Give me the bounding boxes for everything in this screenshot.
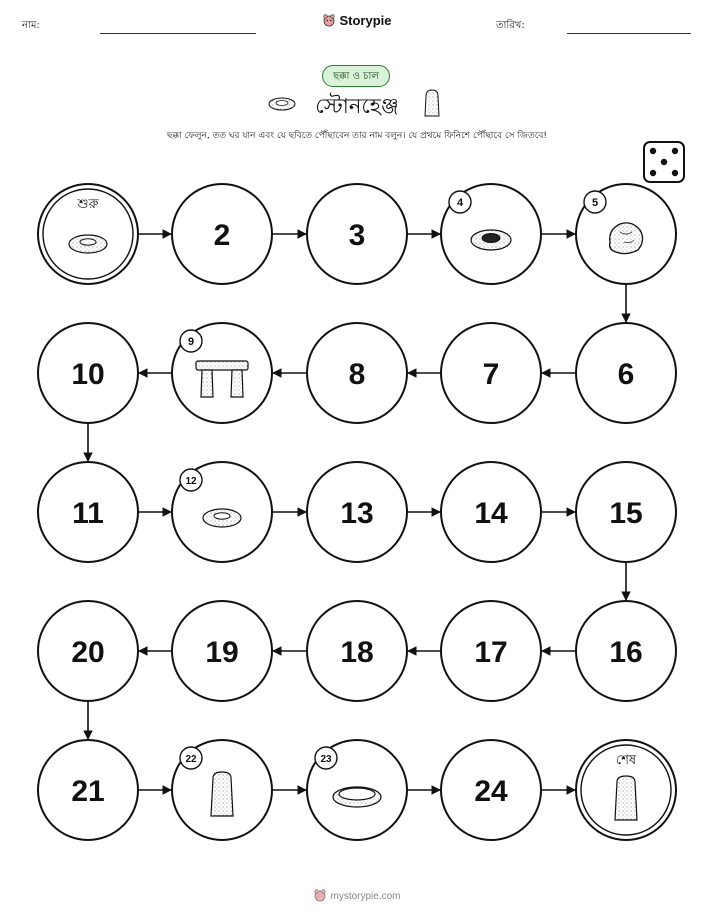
ring-stone-icon xyxy=(203,509,241,527)
svg-text:5: 5 xyxy=(591,197,599,209)
board-cell-3 xyxy=(307,184,407,284)
cell-number: 7 xyxy=(482,358,500,391)
name-label: নাম: xyxy=(22,20,40,31)
svg-text:23: 23 xyxy=(320,754,332,765)
board-cell-10 xyxy=(38,323,138,423)
ring-stone-icon xyxy=(69,235,107,253)
board-cell-2 xyxy=(172,184,272,284)
board-cell-1 xyxy=(38,184,138,284)
board-cell-7 xyxy=(441,323,541,423)
cell-number-badge xyxy=(180,469,202,491)
board-cell-12 xyxy=(172,462,272,562)
start-label: শুরু xyxy=(77,197,99,212)
cell-number: 20 xyxy=(71,636,105,669)
title-standing-stone-icon xyxy=(425,90,439,116)
cell-number: 3 xyxy=(348,219,366,252)
end-label: শেষ xyxy=(615,753,637,768)
board-cell-20 xyxy=(38,601,138,701)
board-cell-15 xyxy=(576,462,676,562)
footer xyxy=(0,888,714,902)
board-cell-16 xyxy=(576,601,676,701)
footer-url[interactable]: mystorypie.com xyxy=(330,891,401,902)
cell-number: 13 xyxy=(340,497,374,530)
game-type-badge: ছক্কা ও চাল xyxy=(322,65,390,87)
cell-number: 19 xyxy=(205,636,239,669)
cell-number-badge xyxy=(584,191,606,213)
cell-number: 15 xyxy=(609,497,643,530)
page-title: স্টোনহেঞ্জ xyxy=(315,94,399,118)
cell-number: 24 xyxy=(474,775,508,808)
board-cell-23 xyxy=(307,740,407,840)
cell-number: 10 xyxy=(71,358,105,391)
stone-circle-icon xyxy=(333,787,381,807)
cell-number: 18 xyxy=(340,636,374,669)
brand-name: Storypie xyxy=(339,13,392,28)
board-cell-5 xyxy=(576,184,676,284)
svg-text:12: 12 xyxy=(185,476,197,487)
cell-number: 14 xyxy=(474,497,508,530)
svg-text:22: 22 xyxy=(185,754,197,765)
board-cell-25 xyxy=(576,740,676,840)
title-ring-stone-icon xyxy=(269,98,295,110)
cell-number-badge xyxy=(449,191,471,213)
cell-number: 17 xyxy=(474,636,508,669)
standing-stone-icon xyxy=(211,772,233,816)
stone-ring-hole-icon xyxy=(471,230,511,250)
board-cell-17 xyxy=(441,601,541,701)
cell-number: 8 xyxy=(348,358,366,391)
board-cell-18 xyxy=(307,601,407,701)
instructions: ছক্কা ফেলুন, তত ঘর যান এবং যে ছবিতে পৌঁছাবেন তার নাম বলুন। যে প্রথমে ফিনিশে পৌঁছাবে সে জিতবে! xyxy=(167,131,547,141)
board-cell-9 xyxy=(172,323,272,423)
footer-mascot-icon xyxy=(313,888,327,902)
cell-number-badge xyxy=(315,747,337,769)
cell-number-badge xyxy=(180,330,202,352)
board-cell-24 xyxy=(441,740,541,840)
board-cell-6 xyxy=(576,323,676,423)
svg-text:9: 9 xyxy=(187,336,195,348)
date-label: তারিখ: xyxy=(496,20,525,31)
cell-number-badge xyxy=(180,747,202,769)
svg-text:4: 4 xyxy=(456,197,464,209)
cell-number: 16 xyxy=(609,636,643,669)
rock-icon xyxy=(610,223,643,254)
cell-number: 2 xyxy=(213,219,231,252)
cell-number: 21 xyxy=(71,775,105,808)
board-cell-22 xyxy=(172,740,272,840)
board-cell-14 xyxy=(441,462,541,562)
board-cell-11 xyxy=(38,462,138,562)
board-cell-21 xyxy=(38,740,138,840)
board-cell-19 xyxy=(172,601,272,701)
cell-number: 11 xyxy=(72,497,104,530)
board-cell-4 xyxy=(441,184,541,284)
board-cell-8 xyxy=(307,323,407,423)
standing-stone-icon xyxy=(615,776,637,820)
cell-number: 6 xyxy=(617,358,635,391)
dice-icon xyxy=(644,142,684,182)
board-cell-13 xyxy=(307,462,407,562)
